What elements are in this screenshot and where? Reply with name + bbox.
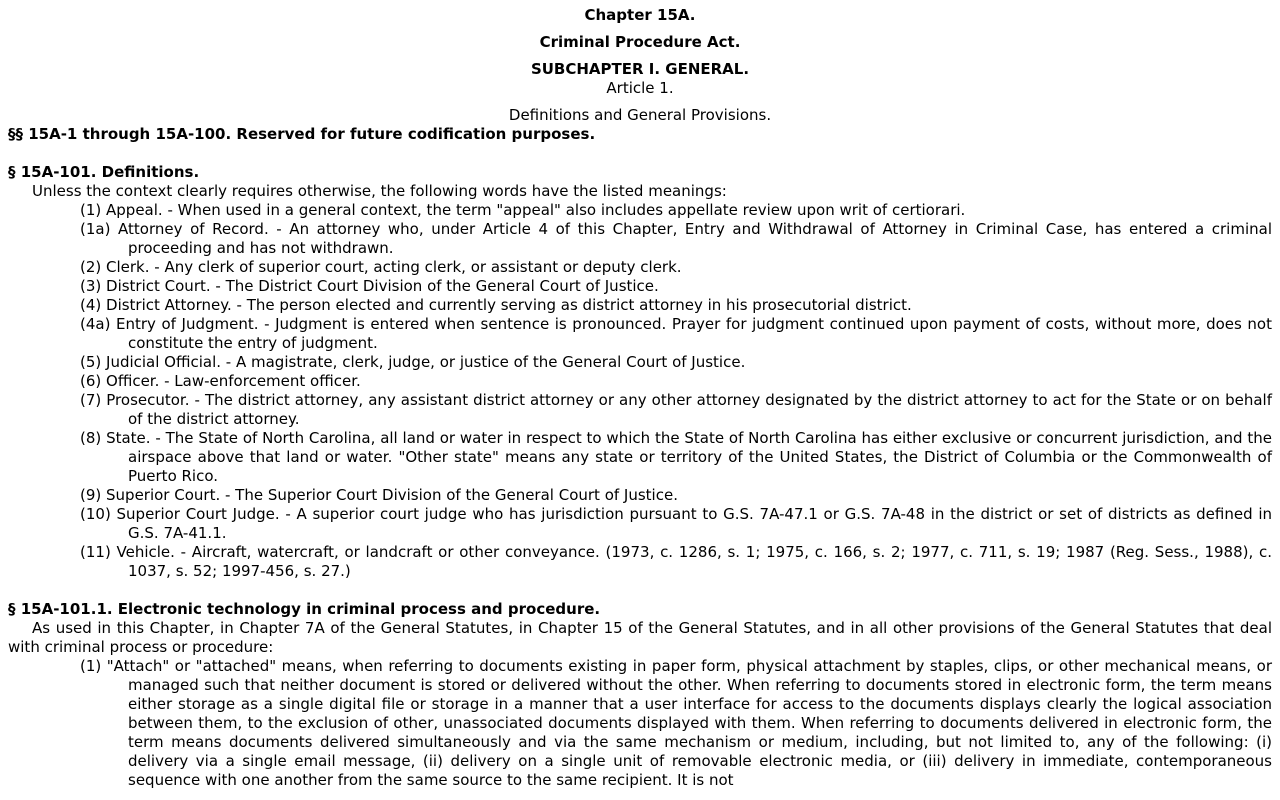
definition-item: (4) District Attorney. - The person elected and currently serving as district attorney in his prosecutorial district. [80, 296, 912, 314]
section-15a-101-1-intro: As used in this Chapter, in Chapter 7A of the General Statutes, in Chapter 15 of the General Statutes, and in all other provisions of the General Statutes that deal with criminal process or procedure: [8, 619, 1272, 656]
definition-item: (11) Vehicle. - Aircraft, watercraft, or landcraft or other conveyance. (1973, c. 1286, s. 1; 1975, c. 166, s. 2; 1977, c. 711, s. 19; 1987 (Reg. Sess., 1988), c. 1037, s. 52; 1997-456, s. 27.) [80, 543, 1272, 580]
definition-item: (7) Prosecutor. - The district attorney, any assistant district attorney or any other attorney designated by the district attorney to act for the State or on behalf of the district attorney. [80, 391, 1272, 428]
definition-item: (5) Judicial Official. - A magistrate, clerk, judge, or justice of the General Court of Justice. [80, 353, 746, 371]
article-title: Definitions and General Provisions. [508, 106, 772, 124]
act-title: Criminal Procedure Act. [539, 33, 741, 51]
section-spacer [8, 144, 1272, 163]
definition-item: (1a) Attorney of Record. - An attorney who, under Article 4 of this Chapter, Entry and Withdrawal of Attorney in Criminal Case, has entered a criminal proceeding and has not withdrawn. [80, 220, 1272, 257]
section-15a-101-heading: § 15A-101. Definitions. [8, 163, 200, 181]
reserved-section-heading: §§ 15A-1 through 15A-100. Reserved for future codification purposes. [8, 125, 596, 143]
section-15a-101-intro: Unless the context clearly requires otherwise, the following words have the listed meanings: [32, 182, 727, 200]
definition-item: (2) Clerk. - Any clerk of superior court, acting clerk, or assistant or deputy clerk. [80, 258, 682, 276]
definition-item: (8) State. - The State of North Carolina, all land or water in respect to which the State of North Carolina has either exclusive or concurrent jurisdiction, and the airspace above that land or water. "Other state" means any state or territory of the United States, the District of Columbia or the Commonwealth of Puerto Rico. [80, 429, 1272, 485]
definition-item: (6) Officer. - Law-enforcement officer. [80, 372, 361, 390]
section-15a-101-1-heading: § 15A-101.1. Electronic technology in criminal process and procedure. [8, 600, 601, 618]
article-number: Article 1. [606, 79, 674, 97]
definition-item: (1) "Attach" or "attached" means, when referring to documents existing in paper form, physical attachment by staples, clips, or other mechanical means, or managed such that neither document is stored or delivered without the other. When referring to documents stored in electronic form, the term means either storage as a single digital file or storage in a manner that a user interface for access to the documents displays clearly the logical association between them, to the exclusion of other, unassociated documents displayed with them. When referring to documents delivered in electronic form, the term means documents delivered simultaneously and via the same mechanism or medium, including, but not limited to, any of the following: (i) delivery via a single email message, (ii) delivery on a single unit of removable electronic media, or (iii) delivery in immediate, contemporaneous sequence with one another from the same source to the same recipient. It is not [80, 657, 1272, 789]
definition-item: (4a) Entry of Judgment. - Judgment is entered when sentence is pronounced. Prayer for judgment continued upon payment of costs, without more, does not constitute the entry of judgment. [80, 315, 1272, 352]
definition-item: (10) Superior Court Judge. - A superior court judge who has jurisdiction pursuant to G.S. 7A-47.1 or G.S. 7A-48 in the district or set of districts as defined in G.S. 7A-41.1. [80, 505, 1272, 542]
chapter-title: Chapter 15A. [584, 6, 696, 24]
definition-item: (3) District Court. - The District Court Division of the General Court of Justice. [80, 277, 659, 295]
definition-item: (1) Appeal. - When used in a general context, the term "appeal" also includes appellate review upon writ of certiorari. [80, 201, 966, 219]
definition-item: (9) Superior Court. - The Superior Court Division of the General Court of Justice. [80, 486, 678, 504]
subchapter-title: SUBCHAPTER I. GENERAL. [530, 60, 750, 78]
section-spacer [8, 581, 1272, 600]
